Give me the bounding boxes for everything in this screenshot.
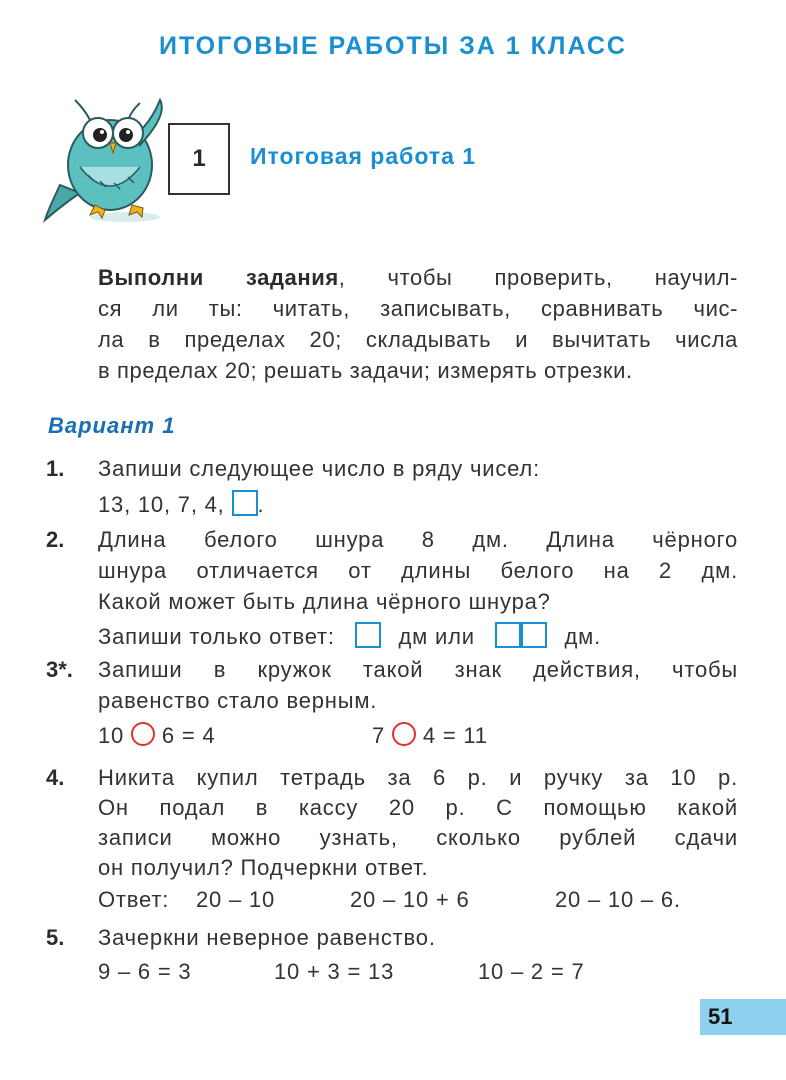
intro-line [98, 262, 738, 293]
equality-option[interactable]: 10 + 3 = 13 [274, 959, 395, 984]
task-text: Никита купил тетрадь за 6 р. и ручку за 10 р. [98, 765, 738, 790]
eq-left: 7 [372, 723, 386, 748]
task-text: Какой может быть длина чёрного шнура? [98, 589, 551, 614]
task-number: 2. [46, 527, 65, 552]
intro-line: ла в пределах 20; складывать и вычитать числа [98, 327, 738, 352]
eq-left: 10 [98, 723, 125, 748]
sequence-end: . [257, 492, 265, 517]
intro-paragraph [98, 262, 738, 386]
equation-1 [98, 722, 215, 749]
eq-right: 4 = 11 [422, 723, 488, 748]
owl-illustration [40, 85, 175, 230]
task-text: Он подал в кассу 20 р. С помощью какой [98, 795, 738, 820]
unit-text: дм. [564, 624, 601, 649]
task-text: шнура отличается от длины белого на 2 дм. [98, 558, 738, 583]
task-text: записи можно узнать, сколько рублей сдачи [98, 825, 738, 850]
task-text: он получил? Подчеркни ответ. [98, 855, 429, 880]
unit-text: дм или [398, 624, 475, 649]
answer-box[interactable] [495, 622, 521, 648]
task-text: Запиши следующее число в ряду чисел: [98, 456, 540, 481]
answer-box[interactable] [521, 622, 547, 648]
intro-line: ся ли ты: читать, записывать, сравнивать чис- [98, 296, 738, 321]
intro-line: в пределах 20; решать задачи; измерять отрезки. [98, 358, 633, 383]
answer-option[interactable]: 20 – 10 + 6 [350, 887, 470, 912]
task-number: 1. [46, 456, 65, 481]
operator-circle[interactable] [392, 722, 416, 746]
section-title: ИТОГОВЫЕ РАБОТЫ ЗА 1 КЛАСС [159, 32, 627, 60]
answer-option[interactable]: 20 – 10 [196, 887, 276, 912]
page-number: 51 [708, 1004, 733, 1029]
intro-bold: Выполни задания [98, 265, 339, 290]
owl-icon [40, 85, 175, 225]
answer-line [98, 622, 601, 650]
equality-option[interactable]: 10 – 2 = 7 [478, 959, 585, 984]
work-title: Итоговая работа 1 [250, 143, 477, 169]
answer-option[interactable]: 20 – 10 – 6. [555, 887, 681, 912]
task-text: Запиши в кружок такой знак действия, чтобы [98, 657, 738, 682]
answer-prefix: Запиши только ответ: [98, 624, 335, 649]
variant-heading: Вариант 1 [48, 413, 176, 438]
work-number-box: 1 [168, 123, 230, 195]
answer-label: Ответ: [98, 887, 170, 912]
sequence-line [98, 490, 264, 518]
equality-option[interactable]: 9 – 6 = 3 [98, 959, 192, 984]
task-number: 5. [46, 925, 65, 950]
equation-2 [372, 722, 488, 749]
answer-box[interactable] [355, 622, 381, 648]
task-number: 3*. [46, 657, 73, 682]
task-text: Зачеркни неверное равенство. [98, 925, 436, 950]
task-text: равенство стало верным. [98, 688, 378, 713]
intro-line1-rest: , чтобы проверить, научил- [338, 265, 738, 290]
answer-box[interactable] [232, 490, 258, 516]
operator-circle[interactable] [131, 722, 155, 746]
sequence-values: 13, 10, 7, 4, [98, 492, 225, 517]
task-text: Длина белого шнура 8 дм. Длина чёрного [98, 527, 738, 552]
eq-right: 6 = 4 [161, 723, 216, 748]
task-number: 4. [46, 765, 65, 790]
